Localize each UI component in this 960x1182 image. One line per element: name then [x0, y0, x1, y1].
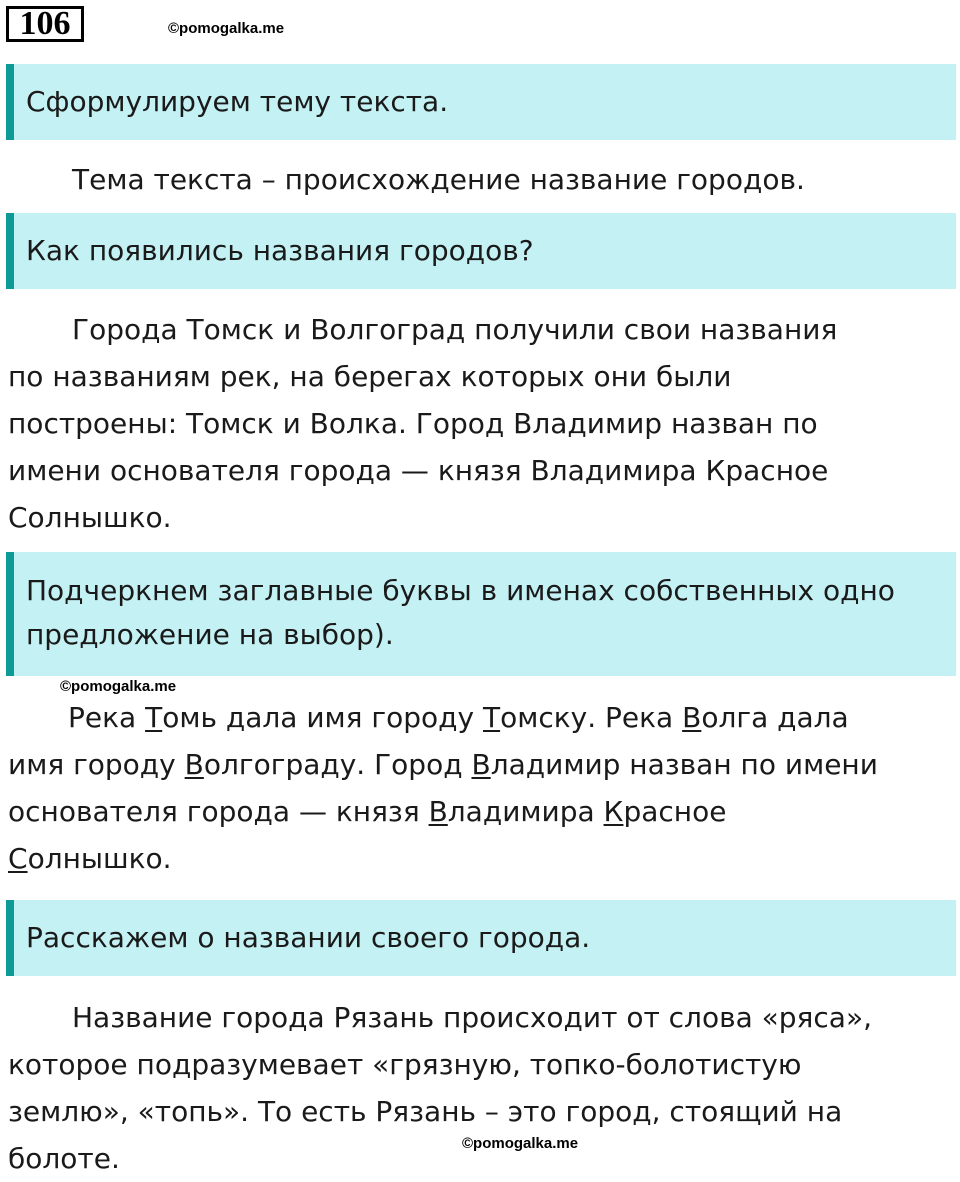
question-4 — [6, 900, 956, 976]
question-3-line: Подчеркнем заглавные буквы в именах собственных одно — [26, 574, 895, 607]
answer-2-line: построены: Томск и Волка. Город Владимир назван по — [8, 407, 818, 440]
answer-4-line: Название города Рязань происходит от слова «ряса», — [72, 1001, 872, 1034]
answer-3-line — [8, 741, 948, 788]
answer-2-line: по названиям рек, на берегах которых они были — [8, 360, 732, 393]
answer-3-line — [8, 694, 948, 741]
text: имя городу — [8, 748, 185, 781]
text: основателя города — князя — [8, 795, 429, 828]
answer-2-line: имени основателя города — князя Владимира Красное — [8, 454, 829, 487]
answer-2 — [8, 306, 948, 541]
answer-3-line — [8, 835, 948, 882]
underlined-capital: В — [682, 701, 702, 734]
text: ладимир назван по имени — [490, 748, 878, 781]
watermark: ©pomogalka.me — [60, 678, 177, 695]
underlined-capital: В — [428, 795, 448, 828]
underlined-capital: В — [184, 748, 204, 781]
text: расное — [623, 795, 727, 828]
text: олнышко. — [27, 842, 172, 875]
task-number: 106 — [6, 6, 84, 42]
underlined-capital: Т — [145, 701, 163, 734]
underlined-capital: Т — [482, 701, 501, 734]
question-1 — [6, 64, 956, 140]
answer-2-line: Города Томск и Волгоград получили свои названия — [72, 313, 838, 346]
underlined-capital: С — [8, 842, 28, 875]
question-3-line: предложение на выбор). — [26, 618, 394, 651]
text: олгограду. Город — [203, 748, 472, 781]
answer-4-line: которое подразумевает «грязную, топко-болотистую — [8, 1048, 802, 1081]
question-4-text: Расскажем о названии своего города. — [26, 921, 591, 954]
answer-4 — [8, 994, 948, 1182]
text: омь дала имя городу — [162, 701, 483, 734]
answer-4-line: болоте. — [8, 1142, 120, 1175]
underlined-capital: К — [603, 795, 624, 828]
answer-3 — [8, 694, 948, 882]
answer-3-line — [8, 788, 948, 835]
answer-4-line: землю», «топь». То есть Рязань – это город, стоящий на — [8, 1095, 843, 1128]
answer-2-line: Солнышко. — [8, 501, 172, 534]
watermark: ©pomogalka.me — [462, 1135, 579, 1152]
text: Река — [68, 701, 146, 734]
text: омску. Река — [500, 701, 683, 734]
question-3 — [6, 552, 956, 676]
watermark: ©pomogalka.me — [168, 20, 285, 37]
question-2-text: Как появились названия городов? — [26, 234, 534, 267]
text: ладимира — [447, 795, 604, 828]
answer-1: Тема текста – происхождение название городов. — [72, 163, 805, 196]
question-2 — [6, 213, 956, 289]
text: олга дала — [701, 701, 849, 734]
underlined-capital: В — [471, 748, 491, 781]
question-1-text: Сформулируем тему текста. — [26, 85, 449, 118]
